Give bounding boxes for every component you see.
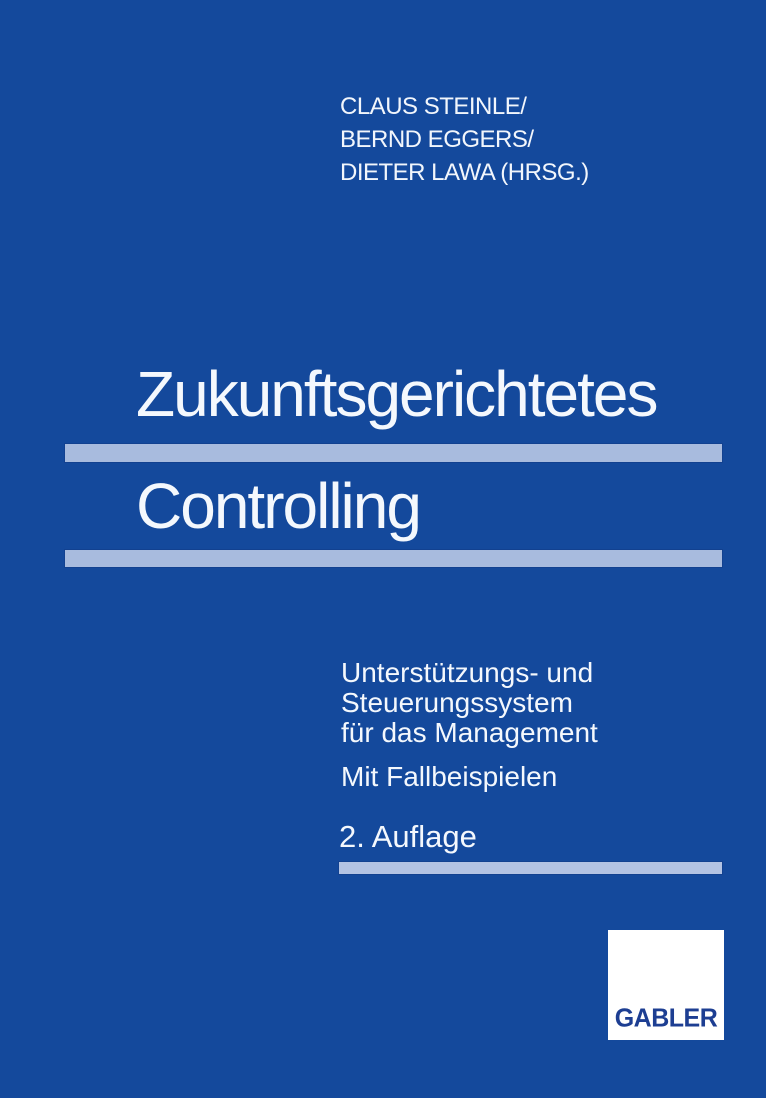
subtitle-line-3: für das Management xyxy=(341,717,598,748)
gabler-logo-text: GABLER xyxy=(614,1003,718,1033)
edition-label: 2. Auflage xyxy=(339,819,477,854)
gabler-publisher-logo xyxy=(608,930,724,1040)
author-line-1: CLAUS STEINLE/ xyxy=(340,93,527,120)
edition-rule xyxy=(339,862,722,874)
divider-rule-top xyxy=(65,444,722,462)
author-block xyxy=(340,90,589,189)
tagline: Mit Fallbeispielen xyxy=(341,761,558,792)
author-line-3: DIETER LAWA (HRSG.) xyxy=(340,159,589,186)
divider-rule-bottom xyxy=(65,550,722,567)
subtitle-block xyxy=(341,658,598,748)
author-line-2: BERND EGGERS/ xyxy=(340,126,534,153)
subtitle-line-2: Steuerungssystem xyxy=(341,687,573,718)
subtitle-line-1: Unterstützungs- und xyxy=(341,657,594,688)
title-line-2: Controlling xyxy=(136,470,420,542)
title-line-1: Zukunftsgerichtetes xyxy=(136,358,657,430)
